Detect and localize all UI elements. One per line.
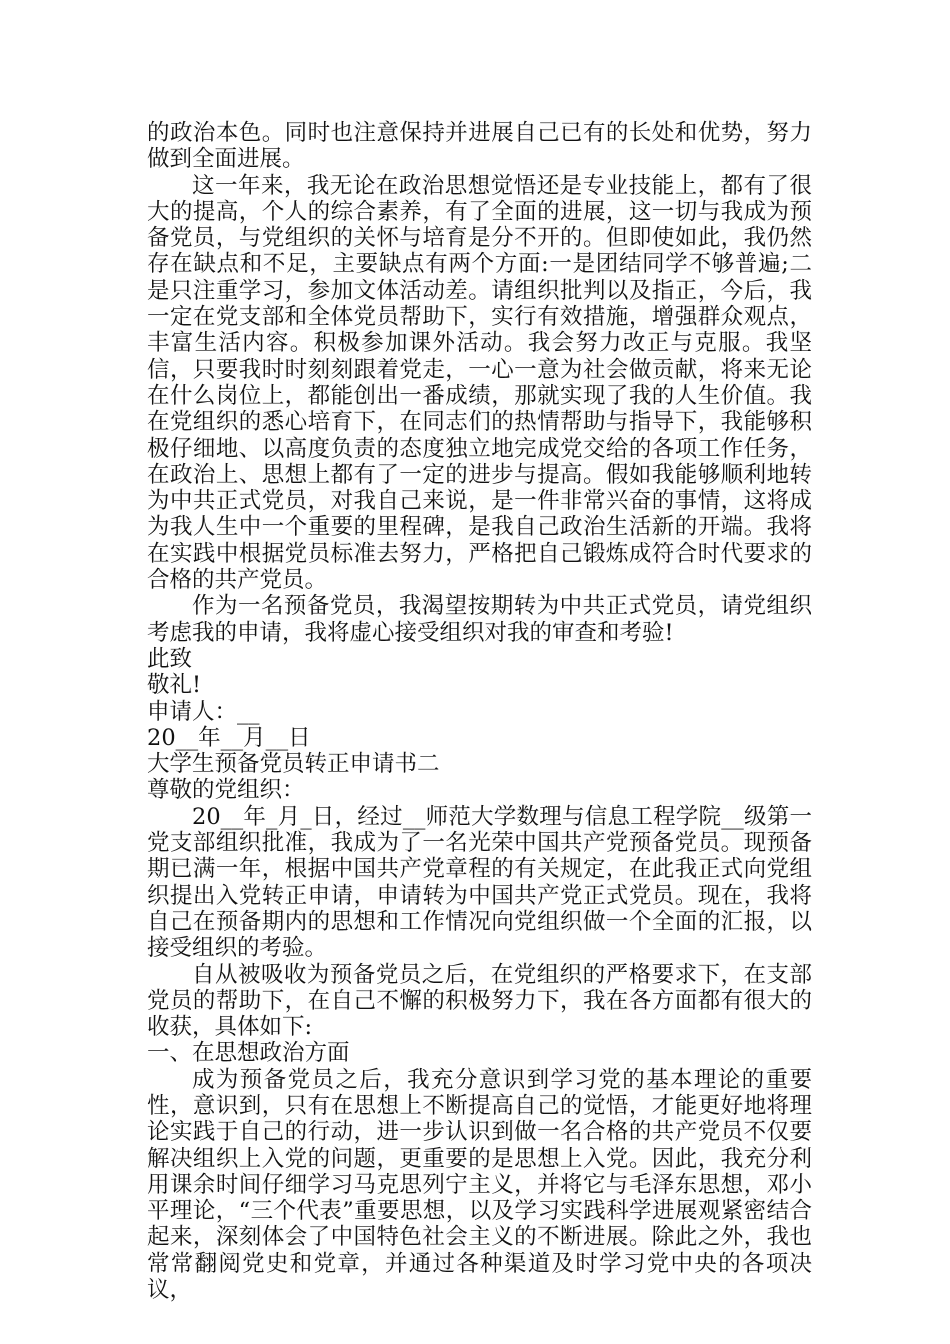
- paragraph-continuation: 的政治本色。同时也注意保持并进展自己已有的长处和优势，努力做到全面进展。: [147, 120, 812, 173]
- second-letter-greeting: 尊敬的党组织：: [147, 777, 305, 804]
- paragraph-request: 作为一名预备党员，我渴望按期转为中共正式党员，请党组织考虑我的申请，我将虚心接受组织对我的审查和考验!: [147, 593, 812, 646]
- paragraph-approval: 20__年_月_日，经过__师范大学数理与信息工程学院__级第一党支部组织批准，我成为了一名光荣中国共产党预备党员。现预备期已满一年，根据中国共产党章程的有关规定，在此我正式向党组织提出入党转正申请，申请转为中国共产党正式党员。现在，我将自己在预备期内的思想和工作情况向党组织做一个全面的汇报，以接受组织的考验。: [147, 803, 812, 962]
- date-line: 20__年__月__日: [147, 724, 311, 751]
- second-letter-title: 大学生预备党员转正申请书二: [147, 751, 440, 778]
- document-body: [147, 120, 812, 1303]
- paragraph-progress: 自从被吸收为预备党员之后，在党组织的严格要求下，在支部党员的帮助下，在自己不懈的积极努力下，我在各方面都有很大的收获，具体如下:: [147, 961, 812, 1041]
- applicant-line: 申请人：__: [147, 698, 260, 725]
- paragraph-political-study: 成为预备党员之后，我充分意识到学习党的基本理论的重要性，意识到，只有在思想上不断提高自己的觉悟，才能更好地将理论实践于自己的行动，进一步认识到做一名合格的共产党员不仅要解决组织上入党的问题，更重要的是思想上入党。因此，我充分利用课余时间仔细学习马克思列宁主义，并将它与毛泽东思想，邓小平理论，“三个代表”重要思想，以及学习实践科学进展观紧密结合起来，深刻体会了中国特色社会主义的不断进展。除此之外，我也常常翻阅党史和党章，并通过各种渠道及时学习党中央的各项决议，: [147, 1066, 812, 1304]
- closing-salutation: 此致: [147, 645, 193, 672]
- paragraph-self-assessment: 这一年来，我无论在政治思想觉悟还是专业技能上，都有了很大的提高，个人的综合素养，有了全面的进展，这一切与我成为预备党员，与党组织的关怀与培育是分不开的。但即使如此，我仍然存在缺点和不足，主要缺点有两个方面:一是团结同学不够普遍;二是只注重学习，参加文体活动差。请组织批判以及指正，今后，我一定在党支部和全体党员帮助下，实行有效措施，增强群众观点，丰富生活内容。积极参加课外活动。我会努力改正与克服。我坚信，只要我时时刻刻跟着党走，一心一意为社会做贡献，将来无论在什么岗位上，都能创出一番成绩，那就实现了我的人生价值。我在党组织的悉心培育下，在同志们的热情帮助与指导下，我能够积极仔细地、以高度负责的态度独立地完成党交给的各项工作任务，在政治上、思想上都有了一定的进步与提高。假如我能够顺利地转为中共正式党员，对我自己来说，是一件非常兴奋的事情，这将成为我人生中一个重要的里程碑，是我自己政治生活新的开端。我将在实践中根据党员标准去努力，严格把自己锻炼成符合时代要求的合格的共产党员。: [147, 172, 812, 594]
- section-heading-political: 一、在思想政治方面: [147, 1040, 350, 1067]
- closing-regards: 敬礼!: [147, 672, 202, 699]
